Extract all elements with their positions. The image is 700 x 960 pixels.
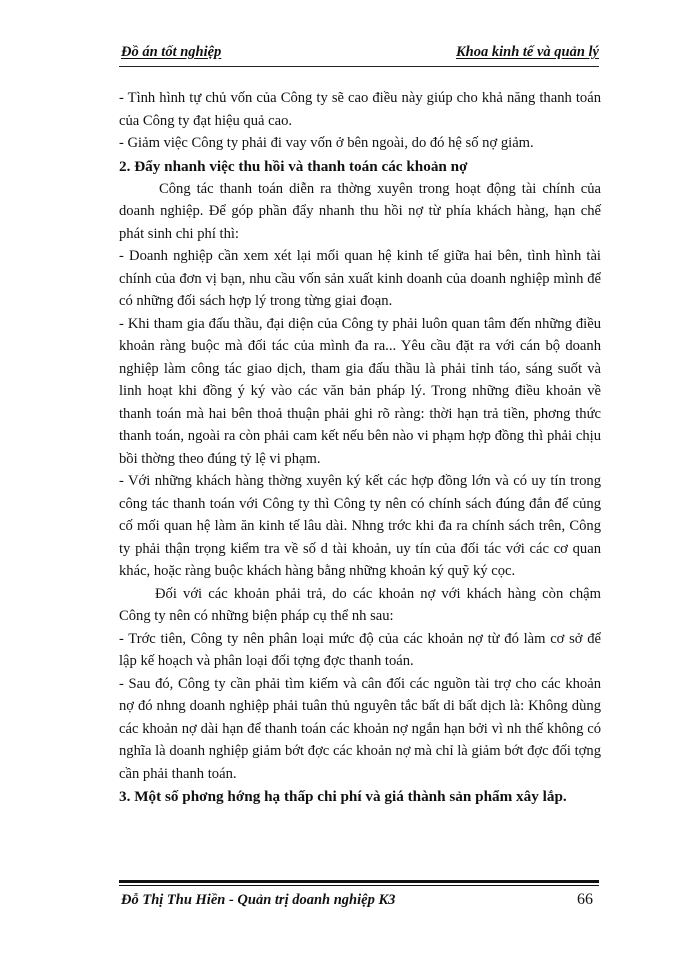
header-left-title: Đồ án tốt nghiệp	[121, 44, 222, 60]
paragraph-review-relationship: - Doanh nghiệp cần xem xét lại mối quan hệ kinh tế giữa hai bên, tình hình tài chính của đơn vị bạn, nhu cầu vốn sản xuất kinh doanh của doanh nghiệp mình để có những đối sách hợp lý trong từng giai đoạn.	[119, 248, 601, 309]
header-right-title: Khoa kinh tế và quản lý	[455, 44, 599, 60]
paragraph-bidding: - Khi tham gia đấu thầu, đại diện của Công ty phải luôn quan tâm đến những điều khoản ràng buộc mà đối tác của mình đa ra... Yêu cầu đặt ra với cán bộ doanh nghiệp làm công tác giao dịch, tham gia đấu thầu là phải tỉnh táo, sáng suốt và linh hoạt khi đồng ý ký vào các văn bản pháp lý. Trong những điều khoản về thanh toán mà hai bên thoả thuận phải ghi rõ ràng: thời hạn trả tiền, phơng thức thanh toán, ngoài ra còn phải cam kết nếu bên nào vi phạm hợp đồng thì phải chịu bồi thờng theo đúng tỷ lệ vi phạm.	[119, 315, 601, 467]
paragraph-payables-intro: Đối với các khoản phải trả, do các khoản nợ với khách hàng còn chậm Công ty nên có những biện pháp cụ thể nh sau:	[119, 585, 601, 624]
paragraph-capital-autonomy: - Tình hình tự chủ vốn của Công ty sẽ cao điều này giúp cho khả năng thanh toán của Công ty đạt hiệu quả cao.	[119, 90, 601, 129]
page-number: 66	[577, 891, 593, 908]
footer-author: Đỗ Thị Thu Hiền - Quản trị doanh nghiệp K3	[121, 892, 396, 908]
paragraph-payment-intro: Công tác thanh toán diễn ra thờng xuyên trong hoạt động tài chính của doanh nghiệp. Để góp phần đẩy nhanh thu hồi nợ từ phía khách hàng, hạn chế phát sinh chi phí thì:	[119, 180, 601, 242]
header-rule	[119, 66, 599, 67]
footer-rule-thin	[119, 885, 599, 886]
paragraph-classify-debts: - Trớc tiên, Công ty nên phân loại mức độ của các khoản nợ từ đó làm cơ sở để lập kế hoạch và phân loại đối tợng đợc thanh toán.	[119, 630, 601, 669]
paragraph-reduce-borrowing: - Giảm việc Công ty phải đi vay vốn ở bên ngoài, do đó hệ số nợ giảm.	[119, 135, 534, 151]
page-footer	[119, 880, 599, 920]
section-heading-3: 3. Một số phơng hớng hạ thấp chi phí và giá thành sản phẩm xây lắp.	[119, 788, 567, 805]
document-body	[119, 87, 601, 808]
paragraph-regular-customers: - Với những khách hàng thờng xuyên ký kết các hợp đồng lớn và có uy tín trong công tác thanh toán với Công ty thì Công ty nên có chính sách đúng đắn để củng cố mối quan hệ làm ăn kinh tế lâu dài. Nhng trớc khi đa ra chính sách trên, Công ty phải thận trọng kiểm tra về số d tài khoản, uy tín của đối tác với các cơ quan khác, hoặc ràng buộc khách hàng bằng những khoản ký quỹ ký cọc.	[119, 473, 601, 579]
section-heading-2: 2. Đẩy nhanh việc thu hồi và thanh toán các khoản nợ	[119, 157, 468, 175]
page-header	[119, 44, 599, 64]
paragraph-funding-sources: - Sau đó, Công ty cần phải tìm kiếm và cân đối các nguồn tài trợ cho các khoản nợ đó nhng doanh nghiệp phải tuân thủ nguyên tắc bất di bất dịch là: Không dùng các khoản nợ dài hạn để thanh toán các khoản nợ ngắn hạn bởi vì nh thế không có nghĩa là doanh nghiệp giảm bớt đợc các khoản nợ mà chỉ là giảm bớt đợc đối tợng cần phải thanh toán.	[119, 675, 601, 782]
footer-rule-thick	[119, 880, 599, 883]
